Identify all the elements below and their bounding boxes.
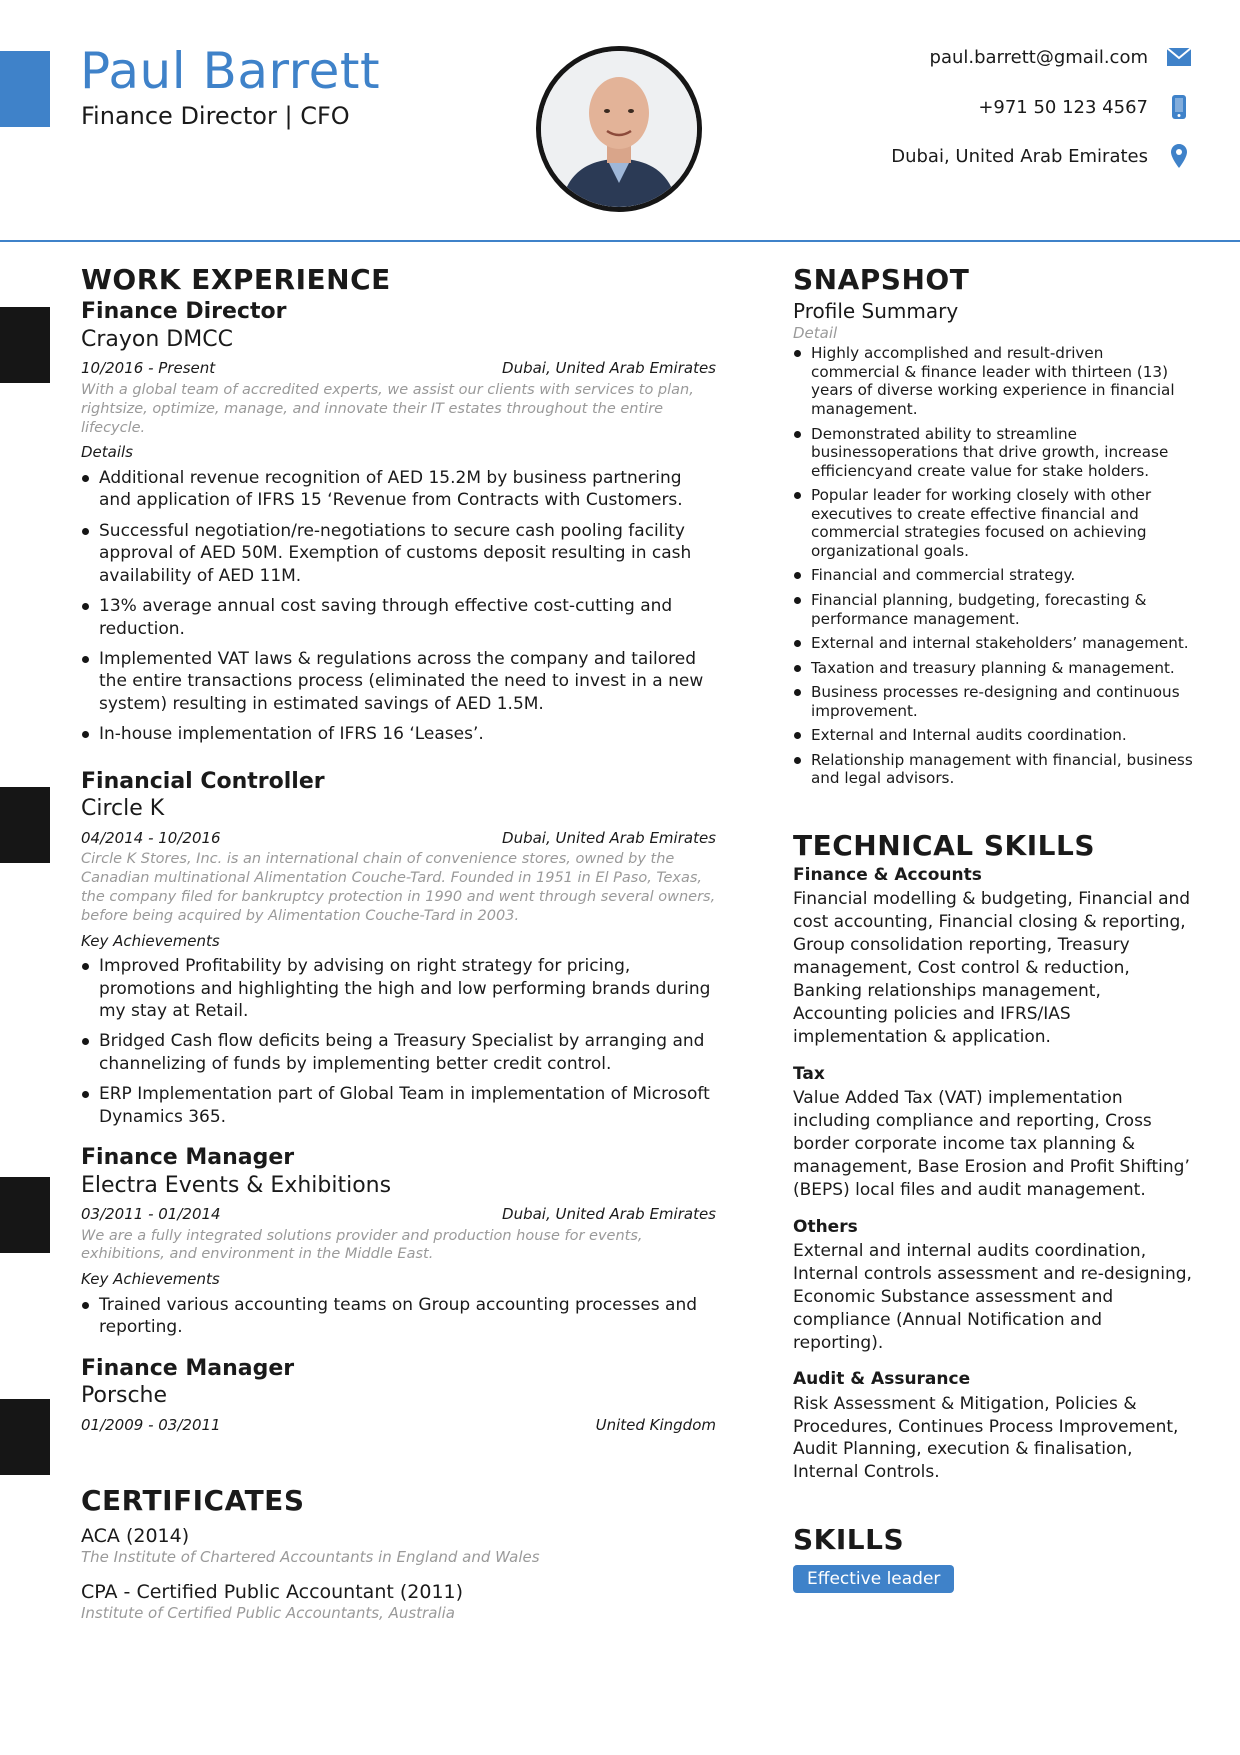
job-description: With a global team of accredited experts, we assist our clients with services to plan, rightsize, optimize, manage, and innovate their IT estates throughout the entire lifecycle. <box>81 381 694 436</box>
job-location: Dubai, United Arab Emirates <box>502 828 716 847</box>
job-title: Finance Manager <box>81 1355 295 1381</box>
skill-group-name: Others <box>793 1216 858 1237</box>
location-text: Dubai, United Arab Emirates <box>891 145 1148 167</box>
list-item: Demonstrated ability to streamline businessoperations that drive growth, increase efficiencyand create value for stake holders. <box>793 425 1193 481</box>
job-description: We are a fully integrated solutions provider and production house for events, exhibitions, and environment in the Middle East. <box>81 1227 643 1263</box>
job-location: United Kingdom <box>595 1415 716 1434</box>
list-item: External and Internal audits coordination. <box>793 726 1193 745</box>
job-achievements-label: Key Achievements <box>81 1270 220 1289</box>
candidate-role: Finance Director | CFO <box>81 102 350 130</box>
list-item: Improved Profitability by advising on right strategy for pricing, promotions and highlighting the high and low performing brands during my stay at Retail. <box>81 955 716 1022</box>
skills-list <box>793 1565 1193 1593</box>
job-entry <box>81 298 716 745</box>
job-meta <box>81 1416 716 1436</box>
job-company: Porsche <box>81 1383 168 1409</box>
skill-group-name: Audit & Assurance <box>793 1369 971 1390</box>
job-location: Dubai, United Arab Emirates <box>502 1205 716 1224</box>
contact-location <box>891 143 1192 169</box>
job-marker <box>0 307 50 383</box>
job-company: Circle K <box>81 796 165 822</box>
header-accent-bar <box>0 51 50 127</box>
list-item: Financial and commercial strategy. <box>793 566 1193 585</box>
job-dates: 01/2009 - 03/2011 <box>81 1415 221 1434</box>
work-experience-title: WORK EXPERIENCE <box>81 263 391 296</box>
certificate-entry <box>81 1524 716 1568</box>
job-achievements-label: Key Achievements <box>81 931 220 950</box>
list-item: Implemented VAT laws & regulations across the company and tailored the entire transactions process (eliminated the need to invest in a new system) resulting in estimated savings of AED 1.5M. <box>81 648 716 715</box>
job-dates: 03/2011 - 01/2014 <box>81 1205 221 1224</box>
job-entry <box>81 1144 716 1339</box>
list-item: Highly accomplished and result-driven commercial & finance leader with thirteen (13) years of diverse working experience in financial management. <box>793 344 1193 418</box>
certificates-title: CERTIFICATES <box>81 1484 305 1518</box>
list-item: Business processes re-designing and continuous improvement. <box>793 683 1193 720</box>
skill-group-name: Tax <box>793 1063 825 1084</box>
certificate-name: ACA (2014) <box>81 1524 190 1547</box>
job-marker <box>0 1177 50 1253</box>
profile-summary-subtitle: Profile Summary <box>793 299 959 324</box>
envelope-icon <box>1166 44 1192 70</box>
map-pin-icon <box>1166 143 1192 169</box>
skills-title: SKILLS <box>793 1523 905 1557</box>
left-column <box>81 262 716 1624</box>
job-meta <box>81 359 716 379</box>
skill-group <box>793 1216 1193 1355</box>
candidate-name: Paul Barrett <box>80 42 381 100</box>
job-details-label: Details <box>81 443 134 462</box>
job-bullets <box>81 955 716 1128</box>
profile-photo <box>536 46 702 212</box>
header-divider <box>0 240 1240 242</box>
job-marker <box>0 1399 50 1475</box>
list-item: Taxation and treasury planning & management. <box>793 659 1193 678</box>
certificate-issuer: The Institute of Chartered Accountants in England and Wales <box>81 1548 540 1567</box>
snapshot-bullets <box>793 344 1193 787</box>
job-description: Circle K Stores, Inc. is an international chain of convenience stores, owned by the Canadian multinational Alimentation Couche-Tard. Founded in 1951 in El Paso, Texas, the company filed for bankruptcy protection in 1990 and went through several owners, before being acquired by Alimentation Couche-Tard in 2003. <box>81 851 716 924</box>
skill-group <box>793 864 1193 1049</box>
job-location: Dubai, United Arab Emirates <box>502 359 716 378</box>
job-meta <box>81 1205 716 1225</box>
job-entry <box>81 1355 716 1435</box>
phone-text[interactable]: +971 50 123 4567 <box>978 96 1148 118</box>
job-meta <box>81 829 716 849</box>
skill-group <box>793 1063 1193 1202</box>
mobile-phone-icon <box>1166 94 1192 120</box>
skill-group <box>793 1368 1193 1484</box>
list-item: Trained various accounting teams on Group accounting processes and reporting. <box>81 1294 716 1339</box>
snapshot-title: SNAPSHOT <box>793 263 970 296</box>
job-entry <box>81 768 716 1128</box>
list-item: Bridged Cash flow deficits being a Treasury Specialist by arranging and channelizing of funds by implementing better credit control. <box>81 1030 716 1075</box>
skill-group-text: External and internal audits coordination, Internal controls assessment and re-designing, Economic Substance assessment and compliance (Annual Notification and reporting). <box>793 1240 1192 1353</box>
list-item: Relationship management with financial, business and legal advisors. <box>793 751 1193 788</box>
job-marker <box>0 787 50 863</box>
technical-skills-title: TECHNICAL SKILLS <box>793 828 1095 862</box>
certificate-entry <box>81 1580 716 1624</box>
snapshot-detail-label: Detail <box>793 324 838 343</box>
job-bullets <box>81 1294 716 1339</box>
job-dates: 04/2014 - 10/2016 <box>81 828 221 847</box>
skill-group-text: Value Added Tax (VAT) implementation including compliance and reporting, Cross border corporate income tax planning & management, Base Erosion and Profit Shifting’ (BEPS) local files and audit management. <box>793 1088 1190 1200</box>
job-dates: 10/2016 - Present <box>81 359 216 378</box>
skill-badge: Effective leader <box>793 1565 954 1593</box>
list-item: Additional revenue recognition of AED 15.2M by business partnering and application of IFRS 15 ‘Revenue from Contracts with Customers. <box>81 467 716 512</box>
profile-photo-image <box>541 51 697 207</box>
certificate-name: CPA - Certified Public Accountant (2011) <box>81 1580 464 1603</box>
skill-group-text: Financial modelling & budgeting, Financial and cost accounting, Financial closing & reporting, Group consolidation reporting, Treasury management, Cost control & reduction, Banking relationships management, Accounting policies and IFRS/IAS implementation & application. <box>793 889 1191 1047</box>
list-item: In-house implementation of IFRS 16 ‘Leases’. <box>81 723 716 745</box>
contact-phone <box>978 94 1192 120</box>
skill-group-text: Risk Assessment & Mitigation, Policies & Procedures, Continues Process Improvement, Audit Planning, execution & finalisation, Internal Controls. <box>793 1393 1179 1483</box>
job-title: Financial Controller <box>81 768 325 794</box>
job-title: Finance Director <box>81 299 287 325</box>
right-column <box>793 262 1193 1593</box>
list-item: 13% average annual cost saving through effective cost-cutting and reduction. <box>81 595 716 640</box>
email-text[interactable]: paul.barrett@gmail.com <box>929 46 1148 68</box>
skill-group-name: Finance & Accounts <box>793 865 982 886</box>
list-item: Popular leader for working closely with other executives to create effective financial and commercial strategies focused on achieving organizational goals. <box>793 486 1193 560</box>
list-item: ERP Implementation part of Global Team in implementation of Microsoft Dynamics 365. <box>81 1083 716 1128</box>
job-title: Finance Manager <box>81 1145 295 1171</box>
job-company: Electra Events & Exhibitions <box>81 1172 392 1198</box>
list-item: Successful negotiation/re-negotiations to secure cash pooling facility approval of AED 50M. Exemption of customs deposit resulting in cash availability of AED 11M. <box>81 520 716 587</box>
list-item: Financial planning, budgeting, forecasting & performance management. <box>793 591 1193 628</box>
contact-email <box>930 44 1192 70</box>
certificate-issuer: Institute of Certified Public Accountants, Australia <box>81 1604 455 1623</box>
job-company: Crayon DMCC <box>81 326 233 352</box>
list-item: External and internal stakeholders’ management. <box>793 634 1193 653</box>
job-bullets <box>81 467 716 746</box>
